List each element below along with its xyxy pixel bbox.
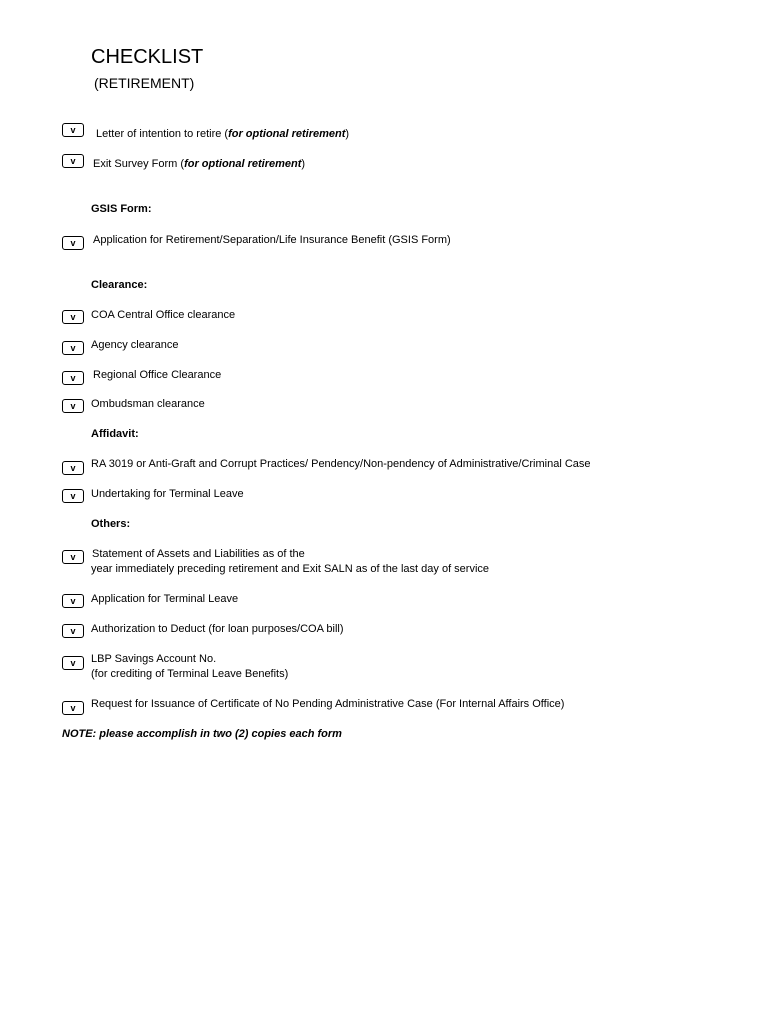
checkbox-undertaking-terminal-leave[interactable]: [62, 489, 84, 503]
item-no-pending-case: Request for Issuance of Certificate of No Pending Administrative Case (For Internal Affairs Office): [91, 698, 565, 710]
item-ra-3019: RA 3019 or Anti-Graft and Corrupt Practices/ Pendency/Non-pendency of Administrative/Criminal Case: [91, 458, 591, 470]
checkbox-ombudsman-clearance[interactable]: [62, 399, 84, 413]
check-icon: v: [70, 155, 76, 166]
item-lbp-savings-line1: LBP Savings Account No.: [91, 653, 217, 665]
item-agency-clearance: Agency clearance: [91, 339, 179, 351]
checkbox-application-terminal-leave[interactable]: [62, 594, 84, 608]
item-letter-of-intention: Letter of intention to retire (for optional retirement): [96, 128, 350, 140]
heading-others: Others:: [91, 518, 131, 530]
check-icon: v: [70, 702, 76, 713]
checkbox-ra-3019[interactable]: [62, 461, 84, 475]
heading-gsis-form: GSIS Form:: [91, 203, 152, 215]
item-application-terminal-leave: Application for Terminal Leave: [91, 593, 239, 605]
check-icon: v: [70, 400, 76, 411]
checkbox-regional-clearance[interactable]: [62, 371, 84, 385]
checkbox-letter-of-intention[interactable]: [62, 123, 84, 137]
check-icon: v: [70, 490, 76, 501]
item-gsis-application: Application for Retirement/Separation/Life Insurance Benefit (GSIS Form): [93, 234, 451, 246]
check-icon: v: [70, 237, 76, 248]
item-exit-survey: Exit Survey Form (for optional retirement): [93, 158, 306, 170]
heading-affidavit: Affidavit:: [91, 428, 139, 440]
item-coa-clearance: COA Central Office clearance: [91, 309, 236, 321]
check-icon: v: [70, 372, 76, 383]
item-authorization-deduct: Authorization to Deduct (for loan purposes/COA bill): [91, 623, 344, 635]
check-icon: v: [70, 462, 76, 473]
checkbox-no-pending-case[interactable]: [62, 701, 84, 715]
item-ombudsman-clearance: Ombudsman clearance: [91, 398, 205, 410]
checkbox-coa-clearance[interactable]: [62, 310, 84, 324]
check-icon: v: [70, 625, 76, 636]
checkbox-exit-survey[interactable]: [62, 154, 84, 168]
check-icon: v: [70, 657, 76, 668]
page-title: CHECKLIST: [91, 46, 204, 68]
item-saln-line2: year immediately preceding retirement and Exit SALN as of the last day of service: [91, 563, 490, 575]
note-text: NOTE: please accomplish in two (2) copies each form: [62, 728, 342, 740]
check-icon: v: [70, 311, 76, 322]
check-icon: v: [70, 342, 76, 353]
item-saln-line1: Statement of Assets and Liabilities as of the: [92, 548, 305, 560]
heading-clearance: Clearance:: [91, 279, 148, 291]
checkbox-saln[interactable]: [62, 550, 84, 564]
checkbox-lbp-savings[interactable]: [62, 656, 84, 670]
checkbox-gsis-application[interactable]: [62, 236, 84, 250]
checkbox-agency-clearance[interactable]: [62, 341, 84, 355]
check-icon: v: [70, 595, 76, 606]
item-lbp-savings-line2: (for crediting of Terminal Leave Benefits): [91, 668, 289, 680]
check-icon: v: [70, 551, 76, 562]
page-subtitle: (RETIREMENT): [94, 75, 195, 91]
check-icon: v: [70, 124, 76, 135]
item-regional-clearance: Regional Office Clearance: [93, 369, 222, 381]
item-undertaking-terminal-leave: Undertaking for Terminal Leave: [91, 488, 244, 500]
checkbox-authorization-deduct[interactable]: [62, 624, 84, 638]
